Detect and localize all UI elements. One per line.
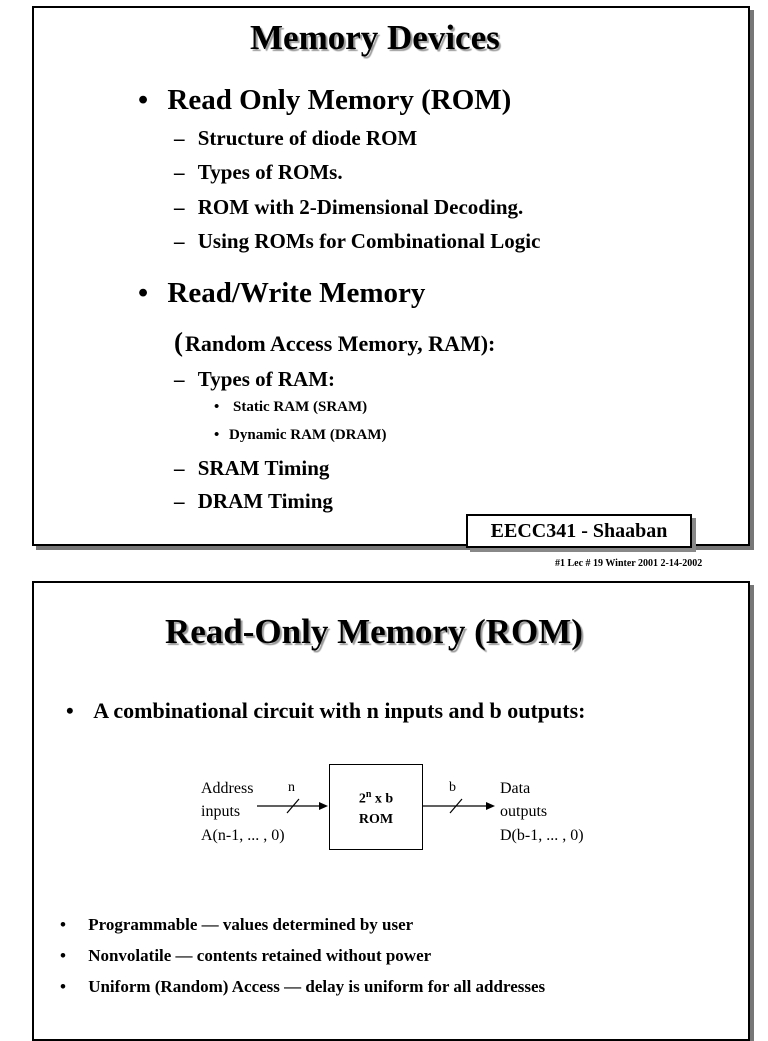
dash-icon: – (174, 195, 185, 219)
data-label-line3: D(b-1, ... , 0) (500, 827, 584, 844)
bullet-icon: • (66, 698, 74, 723)
timing-item-label: SRAM Timing (197, 456, 330, 480)
rom-heading (138, 84, 511, 117)
bullet-icon: • (214, 399, 220, 415)
address-label-line1: Address (201, 780, 254, 797)
dash-icon: – (174, 456, 185, 480)
ram-type-2 (214, 427, 386, 444)
rom-item-label: ROM with 2-Dimensional Decoding. (197, 195, 524, 219)
paren-open: ( (174, 327, 183, 357)
rw-heading-label: Read/Write Memory (167, 277, 426, 309)
intro-label: A combinational circuit with n inputs and b outputs: (93, 698, 586, 723)
bullet-icon: • (214, 427, 220, 443)
slide-footnote: #1 Lec # 19 Winter 2001 2-14-2002 (555, 558, 703, 569)
ram-types-item (174, 367, 335, 392)
property-label: Programmable — values determined by user (88, 915, 414, 934)
rw-heading (138, 277, 425, 310)
dash-icon: – (174, 126, 185, 150)
rom-item-4 (174, 229, 540, 254)
property-item-2 (60, 946, 431, 966)
bullet-icon: • (138, 84, 149, 116)
output-arrow (422, 790, 502, 820)
data-label-line1: Data (500, 780, 531, 797)
timing-item-2 (174, 489, 333, 514)
rw-subheading-label: Random Access Memory, RAM): (185, 331, 496, 356)
bullet-icon: • (60, 946, 66, 965)
ram-type-label: Dynamic RAM (DRAM) (229, 427, 387, 443)
slide-2-title: Read-Only Memory (ROM) (165, 612, 583, 651)
ram-types-label: Types of RAM: (197, 367, 336, 391)
rom-heading-label: Read Only Memory (ROM) (167, 84, 512, 116)
property-label: Uniform (Random) Access — delay is uniform for all addresses (88, 977, 546, 996)
b-label: b (449, 780, 456, 795)
rom-item-2 (174, 160, 343, 185)
bullet-icon: • (60, 977, 66, 996)
rom-block (329, 764, 423, 850)
rom-name-label: ROM (358, 811, 394, 827)
property-item-3 (60, 977, 545, 997)
property-item-1 (60, 915, 413, 935)
footer-label: EECC341 - Shaaban (466, 514, 692, 548)
address-label-line3: A(n-1, ... , 0) (201, 827, 285, 844)
rom-item-3 (174, 195, 523, 220)
rom-size-label: 2$^n$ x b (358, 789, 394, 807)
bullet-icon: • (60, 915, 66, 934)
timing-item-1 (174, 456, 329, 481)
data-label-line2: outputs (500, 803, 548, 820)
n-label: n (288, 780, 295, 795)
ram-type-label: Static RAM (SRAM) (233, 399, 368, 415)
slide-1-title: Memory Devices (250, 18, 500, 57)
intro-item (66, 698, 585, 724)
property-label: Nonvolatile — contents retained without power (88, 946, 432, 965)
bullet-icon: • (138, 277, 149, 309)
dash-icon: – (174, 489, 185, 513)
dash-icon: – (174, 367, 185, 391)
rom-item-1 (174, 126, 417, 151)
timing-item-label: DRAM Timing (197, 489, 333, 513)
input-arrow (255, 790, 335, 820)
dash-icon: – (174, 229, 185, 253)
ram-type-1 (214, 399, 367, 416)
rom-item-label: Structure of diode ROM (197, 126, 418, 150)
address-label-line2: inputs (201, 803, 241, 820)
rom-item-label: Using ROMs for Combinational Logic (197, 229, 541, 253)
rom-item-label: Types of ROMs. (197, 160, 343, 184)
rw-subheading (174, 327, 495, 358)
dash-icon: – (174, 160, 185, 184)
